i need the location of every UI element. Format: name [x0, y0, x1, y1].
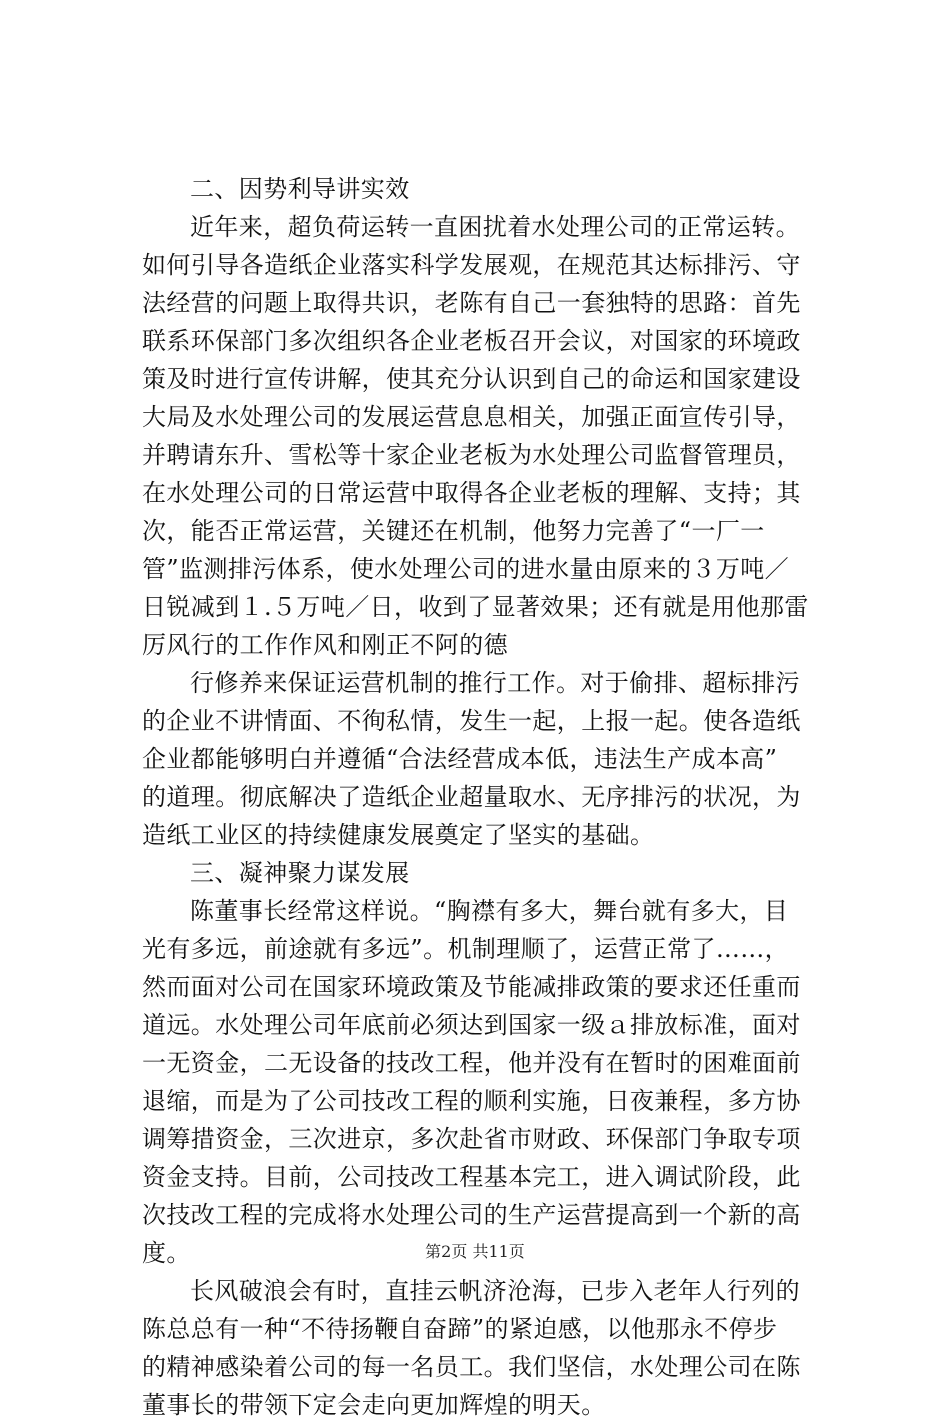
paragraph-line: 调筹措资金，三次进京，多次赴省市财政、环保部门争取专项 — [142, 1125, 801, 1153]
paragraph-line: 道远。水处理公司年底前必须达到国家一级ａ排放标准，面对 — [142, 1011, 801, 1039]
paragraph-line: 并聘请东升、雪松等十家企业老板为水处理公司监督管理员， — [142, 441, 801, 469]
paragraph-line: 的企业不讲情面、不徇私情，发生一起，上报一起。使各造纸 — [142, 707, 801, 735]
paragraph-line: 陈总总有一种“不待扬鞭自奋蹄”的紧迫感，以他那永不停步 — [142, 1315, 778, 1343]
paragraph-line: 陈董事长经常这样说。“胸襟有多大，舞台就有多大，目 — [190, 897, 789, 925]
paragraph-line: 行修养来保证运营机制的推行工作。对于偷排、超标排污 — [190, 669, 800, 697]
paragraph-line: 如何引导各造纸企业落实科学发展观，在规范其达标排污、守 — [142, 251, 801, 279]
paragraph-line: 大局及水处理公司的发展运营息息相关，加强正面宣传引导， — [142, 403, 801, 431]
paragraph-line: 一无资金，二无设备的技改工程，他并没有在暂时的困难面前 — [142, 1049, 801, 1077]
paragraph-line: 然而面对公司在国家环境政策及节能减排政策的要求还任重而 — [142, 973, 801, 1001]
paragraph-line: 的精神感染着公司的每一名员工。我们坚信，水处理公司在陈 — [142, 1353, 801, 1381]
paragraph-line: 董事长的带领下定会走向更加辉煌的明天。 — [142, 1391, 606, 1419]
paragraph-line: 企业都能够明白并遵循“合法经营成本低，违法生产成本高” — [142, 745, 778, 773]
document-body — [142, 170, 814, 1424]
paragraph-line: 日锐减到１.５万吨／日，收到了显著效果；还有就是用他那雷 — [142, 593, 809, 621]
paragraph-line: 资金支持。目前，公司技改工程基本完工，进入调试阶段，此 — [142, 1163, 801, 1191]
paragraph-line: 的道理。彻底解决了造纸企业超量取水、无序排污的状况，为 — [142, 783, 801, 811]
paragraph-line: 退缩，而是为了公司技改工程的顺利实施，日夜兼程，多方协 — [142, 1087, 801, 1115]
paragraph-line: 造纸工业区的持续健康发展奠定了坚实的基础。 — [142, 821, 655, 849]
paragraph-line: 次技改工程的完成将水处理公司的生产运营提高到一个新的高 — [142, 1201, 801, 1229]
paragraph-line: 度。 — [142, 1239, 191, 1267]
paragraph-line: 光有多远，前途就有多远”。机制理顺了，运营正常了……， — [142, 935, 790, 963]
paragraph-line: 厉风行的工作作风和刚正不阿的德 — [142, 631, 508, 659]
paragraph-line: 策及时进行宣传讲解，使其充分认识到自己的命运和国家建设 — [142, 365, 801, 393]
paragraph-line: 近年来，超负荷运转一直困扰着水处理公司的正常运转。 — [190, 213, 800, 241]
paragraph-line: 次，能否正常运营，关键还在机制，他努力完善了“一厂一 — [142, 517, 765, 545]
paragraph-line: 管”监测排污体系，使水处理公司的进水量由原来的３万吨／ — [142, 555, 790, 583]
paragraph-line: 在水处理公司的日常运营中取得各企业老板的理解、支持；其 — [142, 479, 801, 507]
section-heading: 三、凝神聚力谋发展 — [190, 859, 410, 887]
section-heading: 二、因势利导讲实效 — [190, 175, 410, 203]
paragraph-line: 长风破浪会有时，直挂云帆济沧海，已步入老年人行列的 — [190, 1277, 800, 1305]
paragraph-line: 联系环保部门多次组织各企业老板召开会议，对国家的环境政 — [142, 327, 801, 355]
paragraph-line: 法经营的问题上取得共识，老陈有自己一套独特的思路：首先 — [142, 289, 801, 317]
page-number-footer: 第2页 共11页 — [425, 1242, 525, 1261]
